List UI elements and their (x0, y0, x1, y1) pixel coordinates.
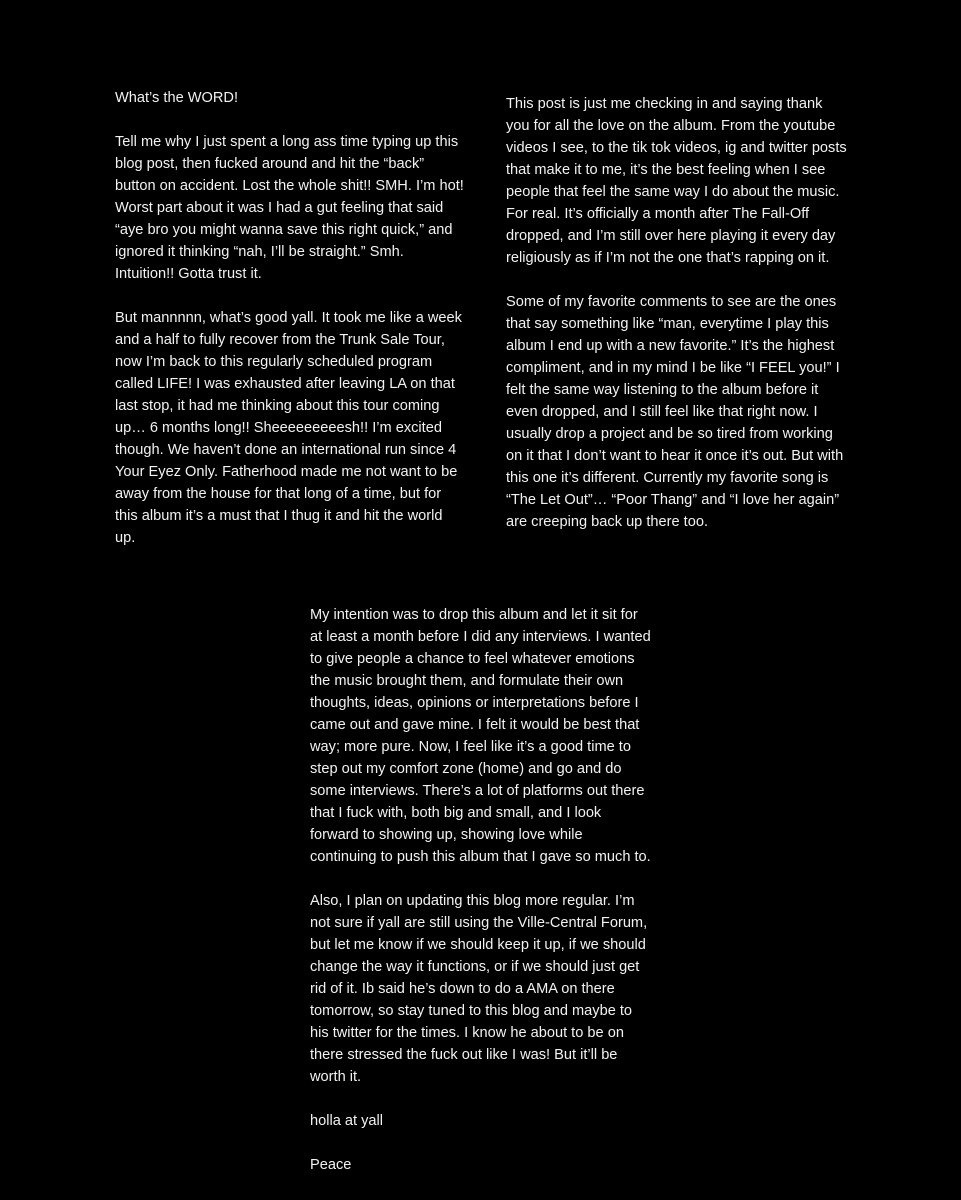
paragraph-back-button: Tell me why I just spent a long ass time typing up this blog post, then fucked around and hit the “back” button on accident. Lost the whole shit!! SMH. I’m hot! Worst part about it was I had a gut feeling that said “aye bro you might wanna save this right quick,” and ignored it thinking “nah, I’ll be straight.” Smh. Intuition!! Gotta trust it. (115, 134, 464, 282)
center-column (310, 604, 652, 1176)
left-column (115, 87, 465, 549)
closing-line: holla at yall (310, 1113, 384, 1129)
right-column (506, 93, 848, 533)
greeting: What’s the WORD! (115, 90, 238, 106)
paragraph-thank-you: This post is just me checking in and saying thank you for all the love on the album. From the youtube videos I see, to the tik tok videos, ig and twitter posts that make it to me, it’s the best feeling when I see people that feel the same way I do about the music. For real. It’s officially a month after The Fall-Off dropped, and I’m still over here playing it every day religiously as if I’m not the one that’s rapping on it. (506, 96, 847, 266)
paragraph-tour: But mannnnn, what’s good yall. It took me like a week and a half to fully recover from the Trunk Sale Tour, now I’m back to this regularly scheduled program called LIFE! I was exhausted after leaving LA on that last stop, it had me thinking about this tour coming up… 6 months long!! Sheeeeeeeeesh!! I’m excited though. We haven’t done an international run since 4 Your Eyez Only. Fatherhood made me not want to be away from the house for that long of a time, but for this album it’s a must that I thug it and hit the world up. (115, 310, 462, 546)
signoff: Peace (310, 1157, 352, 1173)
paragraph-interviews: My intention was to drop this album and let it sit for at least a month before I did any interviews. I wanted to give people a chance to feel whatever emotions the music brought them, and formulate their own thoughts, ideas, opinions or interpretations before I came out and gave mine. I felt it would be best that way; more pure. Now, I feel like it’s a good time to step out my comfort zone (home) and go and do some interviews. There’s a lot of platforms out there that I fuck with, both big and small, and I look forward to showing up, showing love while continuing to push this album that I gave so much to. (310, 607, 651, 865)
paragraph-blog-forum: Also, I plan on updating this blog more regular. I’m not sure if yall are still using the Ville-Central Forum, but let me know if we should keep it up, if we should change the way it functions, or if we should just get rid of it. Ib said he’s down to do a AMA on there tomorrow, so stay tuned to this blog and maybe to his twitter for the times. I know he about to be on there stressed the fuck out like I was! But it’ll be worth it. (310, 893, 648, 1085)
paragraph-favorite-comments: Some of my favorite comments to see are the ones that say something like “man, everytime I play this album I end up with a new favorite.” It’s the highest compliment, and in my mind I be like “I FEEL you!” I felt the same way listening to the album before it even dropped, and I still feel like that right now. I usually drop a project and be so tired from working on it that I don’t want to hear it once it’s out. But with this one it’s different. Currently my favorite song is “The Let Out”… “Poor Thang” and “I love her again” are creeping back up there too. (506, 294, 844, 530)
